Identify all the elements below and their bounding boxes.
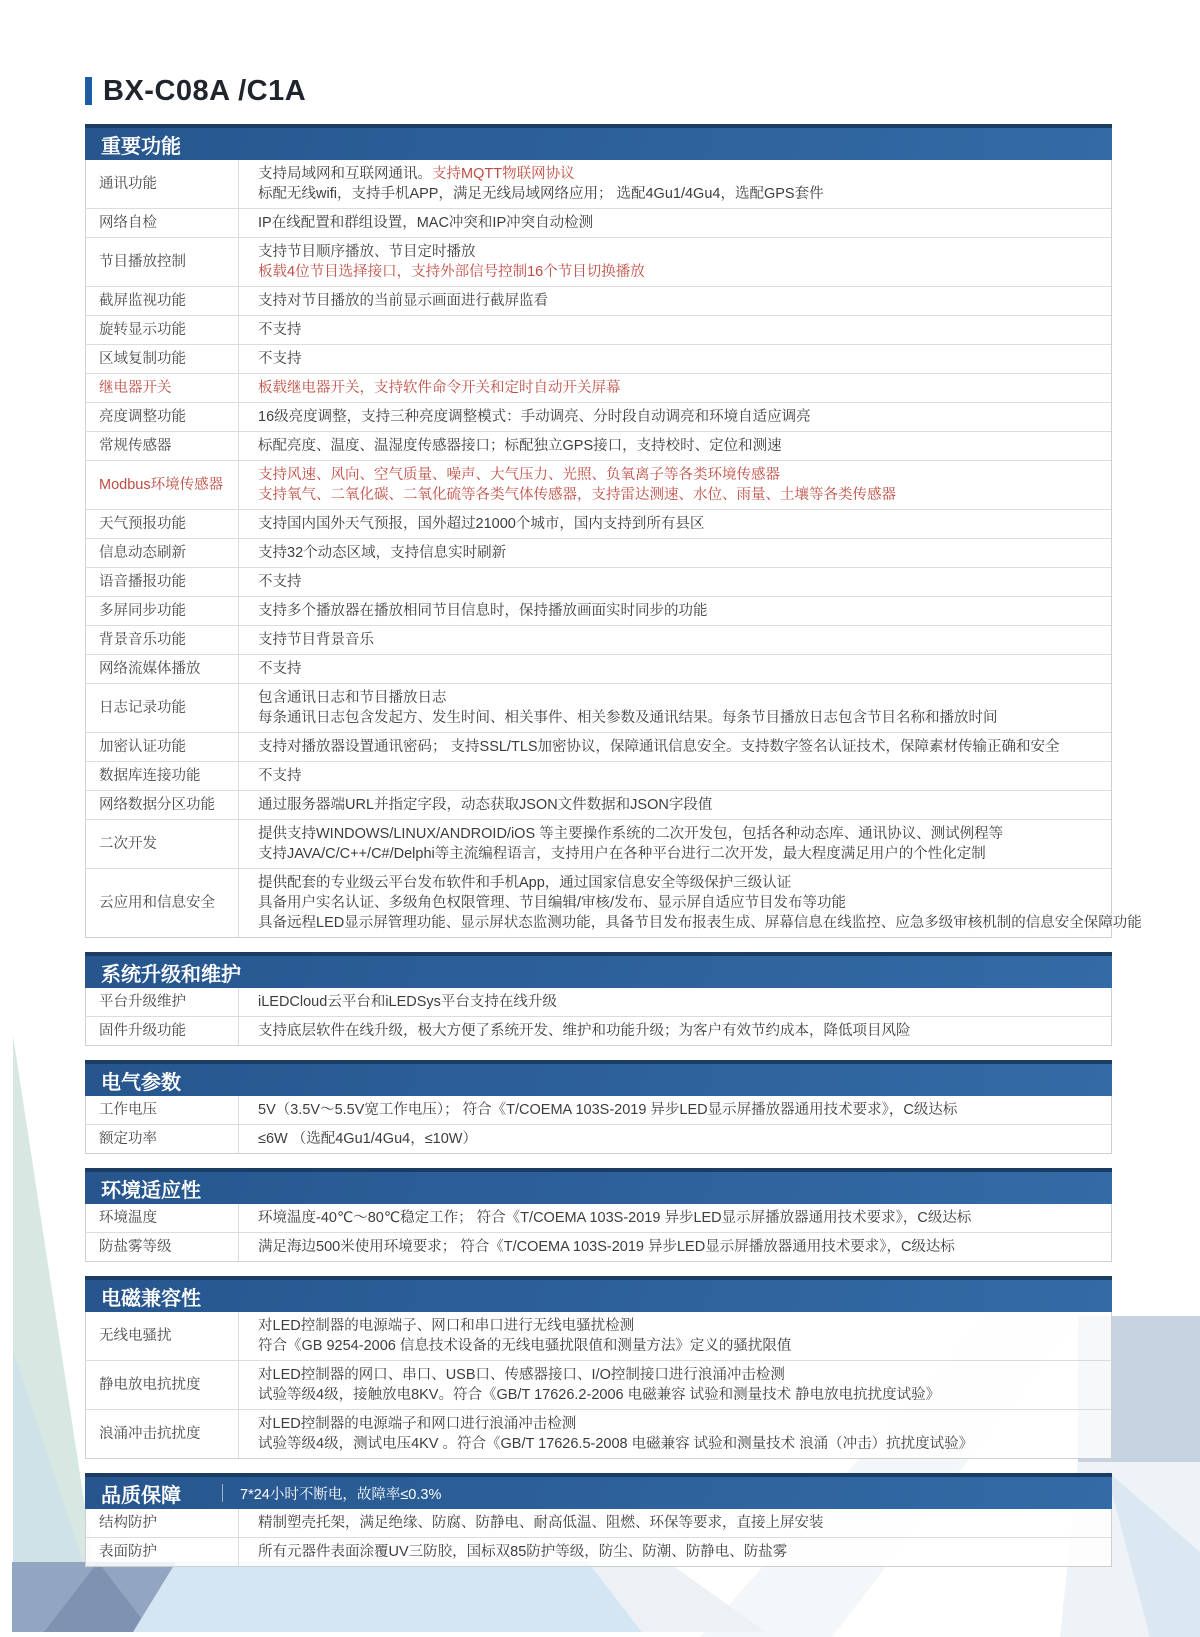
spec-line xyxy=(258,320,1097,340)
spec-value xyxy=(239,1204,1111,1232)
spec-label: 网络流媒体播放 xyxy=(86,655,239,683)
spec-value xyxy=(239,1538,1111,1566)
section-emc xyxy=(85,1276,1112,1459)
spec-value xyxy=(239,1312,1111,1360)
spec-label: 通讯功能 xyxy=(86,160,239,208)
section-title: 电气参数 xyxy=(101,1071,181,1094)
spec-row xyxy=(86,761,1111,790)
spec-table xyxy=(85,1312,1112,1459)
section-tagline: 7*24小时不断电，故障率≤0.3% xyxy=(240,1486,442,1503)
spec-label: 浪涌冲击抗扰度 xyxy=(86,1410,239,1458)
spec-text: 支持节目顺序播放、节目定时播放 xyxy=(258,244,476,260)
spec-value xyxy=(239,1233,1111,1261)
spec-text-highlight: 支持MQTT物联网协议 xyxy=(432,166,575,182)
spec-line xyxy=(258,688,1097,708)
spec-label: 工作电压 xyxy=(86,1096,239,1124)
spec-row xyxy=(86,988,1111,1016)
spec-label: 固件升级功能 xyxy=(86,1017,239,1045)
spec-text: 支持节目背景音乐 xyxy=(258,632,374,648)
spec-label: 无线电骚扰 xyxy=(86,1312,239,1360)
spec-line xyxy=(258,485,1097,505)
spec-table xyxy=(85,160,1142,938)
spec-line xyxy=(258,1336,1097,1356)
spec-label: 常规传感器 xyxy=(86,432,239,460)
spec-line xyxy=(258,1385,1097,1405)
spec-value xyxy=(239,345,1111,373)
spec-line xyxy=(258,407,1097,427)
spec-row xyxy=(86,868,1142,937)
spec-line xyxy=(258,1237,1097,1257)
section-electrical-parameters xyxy=(85,1060,1112,1154)
spec-value xyxy=(239,403,1111,431)
spec-row xyxy=(86,538,1111,567)
spec-line xyxy=(258,659,1097,679)
spec-value xyxy=(239,461,1111,509)
spec-value xyxy=(239,209,1111,237)
spec-value xyxy=(239,791,1111,819)
spec-line xyxy=(258,1434,1097,1454)
spec-line xyxy=(258,349,1097,369)
spec-line xyxy=(258,184,1097,204)
spec-text: 不支持 xyxy=(258,661,302,677)
spec-value xyxy=(239,316,1111,344)
spec-value xyxy=(239,1125,1111,1153)
spec-value xyxy=(239,597,1111,625)
spec-value xyxy=(239,568,1111,596)
spec-line xyxy=(258,213,1097,233)
spec-text: 标配亮度、温度、温湿度传感器接口；标配独立GPS接口，支持校时、定位和测速 xyxy=(258,438,782,454)
spec-value xyxy=(239,374,1111,402)
spec-label: 结构防护 xyxy=(86,1509,239,1537)
spec-line xyxy=(258,913,1142,933)
spec-text: 精制塑壳托架，满足绝缘、防腐、防静电、耐高低温、阻燃、环保等要求，直接上屏安装 xyxy=(258,1515,824,1531)
spec-row xyxy=(86,1204,1111,1232)
spec-text: 支持局域网和互联网通讯。 xyxy=(258,166,432,182)
section-header-quality-assurance xyxy=(85,1473,1112,1509)
spec-row xyxy=(86,509,1111,538)
spec-row xyxy=(86,596,1111,625)
spec-row xyxy=(86,819,1111,868)
spec-label: 环境温度 xyxy=(86,1204,239,1232)
spec-row xyxy=(86,460,1111,509)
spec-text: 包含通讯日志和节目播放日志 xyxy=(258,690,447,706)
spec-row xyxy=(86,1232,1111,1261)
spec-label: 节目播放控制 xyxy=(86,238,239,286)
spec-label: 加密认证功能 xyxy=(86,733,239,761)
spec-text: 不支持 xyxy=(258,322,302,338)
spec-line xyxy=(258,824,1097,844)
section-header-electrical-parameters xyxy=(85,1060,1112,1096)
spec-text: 支持32个动态区域，支持信息实时刷新 xyxy=(258,545,507,561)
page-title: BX-C08A /C1A xyxy=(103,74,307,107)
spec-text: 不支持 xyxy=(258,768,302,784)
section-title: 电磁兼容性 xyxy=(101,1287,201,1310)
spec-text: 支持JAVA/C/C++/C#/Delphi等主流编程语言，支持用户在各种平台进行二次开发，最大程度满足用户的个性化定制 xyxy=(258,846,986,862)
spec-text-highlight: 板载继电器开关，支持软件命令开关和定时自动开关屏幕 xyxy=(258,380,621,396)
spec-text: 满足海边500米使用环境要求； 符合《T/COEMA 103S-2019 异步LED显示屏播放器通用技术要求》，C级达标 xyxy=(258,1239,955,1255)
section-header-emc xyxy=(85,1276,1112,1312)
spec-label: 继电器开关 xyxy=(86,374,239,402)
spec-line xyxy=(258,262,1097,282)
spec-text: 通过服务器端URL并指定字段，动态获取JSON文件数据和JSON字段值 xyxy=(258,797,713,813)
decor-lightblue-trapezoid xyxy=(133,1562,642,1632)
spec-label: 亮度调整功能 xyxy=(86,403,239,431)
section-header-system-upgrade-maintenance xyxy=(85,952,1112,988)
spec-text: 具备远程LED显示屏管理功能、显示屏状态监测功能，具备节目发布报表生成、屏幕信息在线监控、应急多级审核机制的信息安全保障功能 xyxy=(258,915,1142,931)
section-title: 重要功能 xyxy=(101,135,181,158)
spec-text: 对LED控制器的电源端子、网口和串口进行无线电骚扰检测 xyxy=(258,1318,635,1334)
spec-text: 试验等级4级，测试电压4KV 。符合《GB/T 17626.5-2008 电磁兼容 试验和测量技术 浪涌（冲击）抗扰度试验》 xyxy=(258,1436,974,1452)
spec-label: 语音播报功能 xyxy=(86,568,239,596)
spec-label: 网络数据分区功能 xyxy=(86,791,239,819)
spec-row xyxy=(86,1509,1111,1537)
spec-value xyxy=(239,869,1142,937)
spec-value xyxy=(239,539,1111,567)
spec-label: 表面防护 xyxy=(86,1538,239,1566)
spec-value xyxy=(239,655,1111,683)
section-system-upgrade-maintenance xyxy=(85,952,1112,1046)
spec-text: ≤6W （选配4Gu1/4Gu4，≤10W） xyxy=(258,1131,477,1147)
spec-row xyxy=(86,160,1111,208)
spec-text: IP在线配置和群组设置，MAC冲突和IP冲突自动检测 xyxy=(258,215,594,231)
spec-value xyxy=(239,626,1111,654)
spec-line xyxy=(258,1208,1097,1228)
spec-label: 截屏监视功能 xyxy=(86,287,239,315)
spec-row xyxy=(86,315,1111,344)
spec-row xyxy=(86,1016,1111,1045)
spec-value xyxy=(239,762,1111,790)
spec-line xyxy=(258,1021,1097,1041)
spec-value xyxy=(239,1410,1111,1458)
spec-line xyxy=(258,1316,1097,1336)
spec-line xyxy=(258,766,1097,786)
section-title: 品质保障 xyxy=(101,1484,181,1507)
spec-row xyxy=(86,1409,1111,1458)
spec-row xyxy=(86,567,1111,596)
spec-label: 平台升级维护 xyxy=(86,988,239,1016)
spec-line xyxy=(258,737,1097,757)
spec-row xyxy=(86,208,1111,237)
spec-value xyxy=(239,510,1111,538)
spec-text: 不支持 xyxy=(258,351,302,367)
spec-text: 对LED控制器的电源端子和网口进行浪涌冲击检测 xyxy=(258,1416,577,1432)
spec-line xyxy=(258,601,1097,621)
spec-line xyxy=(258,378,1097,398)
spec-text: 每条通讯日志包含发起方、发生时间、相关事件、相关参数及通讯结果。每条节目播放日志包含节目名称和播放时间 xyxy=(258,710,998,726)
spec-text: 支持对播放器设置通讯密码； 支持SSL/TLS加密协议，保障通讯信息安全。支持数字签名认证技术，保障素材传输正确和安全 xyxy=(258,739,1060,755)
spec-value xyxy=(239,238,1111,286)
spec-table xyxy=(85,988,1112,1046)
spec-row xyxy=(86,654,1111,683)
spec-text: 支持国内国外天气预报，国外超过21000个城市，国内支持到所有县区 xyxy=(258,516,705,532)
spec-line xyxy=(258,436,1097,456)
spec-label: 多屏同步功能 xyxy=(86,597,239,625)
spec-label: 额定功率 xyxy=(86,1125,239,1153)
spec-label: 区域复制功能 xyxy=(86,345,239,373)
spec-line xyxy=(258,572,1097,592)
page-title-row xyxy=(85,72,1112,110)
section-header-important-functions xyxy=(85,124,1112,160)
spec-value xyxy=(239,1017,1111,1045)
spec-label: 静电放电抗扰度 xyxy=(86,1361,239,1409)
spec-row xyxy=(86,1537,1111,1566)
spec-value xyxy=(239,287,1111,315)
spec-row xyxy=(86,1312,1111,1360)
spec-text: 支持多个播放器在播放相同节目信息时，保持播放画面实时同步的功能 xyxy=(258,603,708,619)
spec-label: 二次开发 xyxy=(86,820,239,868)
spec-row xyxy=(86,1360,1111,1409)
spec-line xyxy=(258,291,1097,311)
spec-line xyxy=(258,543,1097,563)
spec-label: 日志记录功能 xyxy=(86,684,239,732)
spec-line xyxy=(258,1542,1097,1562)
spec-value xyxy=(239,1096,1111,1124)
spec-line xyxy=(258,1414,1097,1434)
spec-line xyxy=(258,630,1097,650)
spec-row xyxy=(86,732,1111,761)
spec-text: 环境温度-40℃～80℃稳定工作； 符合《T/COEMA 103S-2019 异步LED显示屏播放器通用技术要求》，C级达标 xyxy=(258,1210,972,1226)
spec-text: 支持底层软件在线升级，极大方便了系统开发、维护和功能升级；为客户有效节约成本，降低项目风险 xyxy=(258,1023,911,1039)
spec-row xyxy=(86,286,1111,315)
spec-line xyxy=(258,164,1097,184)
spec-value xyxy=(239,1509,1111,1537)
spec-row xyxy=(86,402,1111,431)
spec-label: 背景音乐功能 xyxy=(86,626,239,654)
spec-line xyxy=(258,1513,1097,1533)
spec-text: iLEDCloud云平台和iLEDSys平台支持在线升级 xyxy=(258,994,557,1010)
spec-text: 具备用户实名认证、多级角色权限管理、节目编辑/审核/发布、显示屏自适应节目发布等功能 xyxy=(258,895,847,911)
spec-value xyxy=(239,160,1111,208)
spec-text-highlight: 板载4位节目选择接口，支持外部信号控制16个节目切换播放 xyxy=(258,264,645,280)
section-quality-assurance xyxy=(85,1473,1112,1567)
spec-row xyxy=(86,344,1111,373)
spec-value xyxy=(239,684,1111,732)
section-header-environmental-adaptability xyxy=(85,1168,1112,1204)
spec-text-highlight: 支持风速、风向、空气质量、噪声、大气压力、光照、负氧离子等各类环境传感器 xyxy=(258,467,780,483)
spec-table xyxy=(85,1096,1112,1154)
spec-text: 提供配套的专业级云平台发布软件和手机App，通过国家信息安全等级保护三级认证 xyxy=(258,875,792,891)
spec-text: 支持对节目播放的当前显示画面进行截屏监看 xyxy=(258,293,548,309)
spec-row xyxy=(86,625,1111,654)
spec-row xyxy=(86,237,1111,286)
spec-line xyxy=(258,242,1097,262)
spec-label: 数据库连接功能 xyxy=(86,762,239,790)
spec-line xyxy=(258,708,1097,728)
spec-label: 天气预报功能 xyxy=(86,510,239,538)
spec-line xyxy=(258,465,1097,485)
section-important-functions xyxy=(85,124,1142,938)
title-accent-bar xyxy=(85,77,92,105)
spec-label: 旋转显示功能 xyxy=(86,316,239,344)
spec-row xyxy=(86,1124,1111,1153)
spec-row xyxy=(86,431,1111,460)
spec-row xyxy=(86,683,1111,732)
spec-value xyxy=(239,988,1111,1016)
spec-text: 16级亮度调整，支持三种亮度调整模式：手动调亮、分时段自动调亮和环境自适应调亮 xyxy=(258,409,811,425)
spec-row xyxy=(86,790,1111,819)
section-environmental-adaptability xyxy=(85,1168,1112,1262)
spec-text: 对LED控制器的网口、串口、USB口、传感器接口、I/O控制接口进行浪涌冲击检测 xyxy=(258,1367,785,1383)
spec-value xyxy=(239,432,1111,460)
spec-text: 所有元器件表面涂覆UV三防胶，国标双85防护等级，防尘、防潮、防静电、防盐雾 xyxy=(258,1544,788,1560)
spec-label: 防盐雾等级 xyxy=(86,1233,239,1261)
section-title: 环境适应性 xyxy=(101,1179,201,1202)
spec-table xyxy=(85,1509,1112,1567)
spec-text: 5V（3.5V～5.5V宽工作电压）； 符合《T/COEMA 103S-2019 异步LED显示屏播放器通用技术要求》，C级达标 xyxy=(258,1102,958,1118)
spec-text: 不支持 xyxy=(258,574,302,590)
spec-text: 符合《GB 9254-2006 信息技术设备的无线电骚扰限值和测量方法》定义的骚扰限值 xyxy=(258,1338,792,1354)
spec-text: 标配无线wifi，支持手机APP，满足无线局域网络应用； 选配4Gu1/4Gu4，选配GPS套件 xyxy=(258,186,824,202)
spec-value xyxy=(239,820,1111,868)
spec-line xyxy=(258,873,1097,893)
spec-line xyxy=(258,795,1097,815)
spec-value xyxy=(239,733,1111,761)
spec-row xyxy=(86,373,1111,402)
section-title: 系统升级和维护 xyxy=(101,963,241,986)
spec-value xyxy=(239,1361,1111,1409)
spec-row xyxy=(86,1096,1111,1124)
spec-text: 试验等级4级，接触放电8KV。符合《GB/T 17626.2-2006 电磁兼容 试验和测量技术 静电放电抗扰度试验》 xyxy=(258,1387,941,1403)
spec-line xyxy=(258,514,1097,534)
spec-text-highlight: 支持氧气、二氧化碳、二氧化硫等各类气体传感器，支持雷达测速、水位、雨量、土壤等各类传感器 xyxy=(258,487,896,503)
spec-line xyxy=(258,1129,1097,1149)
spec-label: 云应用和信息安全 xyxy=(86,869,239,937)
spec-label: Modbus环境传感器 xyxy=(86,461,239,509)
spec-line xyxy=(258,893,1097,913)
spec-sections xyxy=(85,124,1142,1567)
spec-line xyxy=(258,844,1097,864)
spec-label: 网络自检 xyxy=(86,209,239,237)
spec-label: 信息动态刷新 xyxy=(86,539,239,567)
spec-line xyxy=(258,992,1097,1012)
spec-text: 提供支持WINDOWS/LINUX/ANDROID/iOS 等主要操作系统的二次开发包，包括各种动态库、通讯协议、测试例程等 xyxy=(258,826,1004,842)
spec-line xyxy=(258,1365,1097,1385)
spec-line xyxy=(258,1100,1097,1120)
spec-table xyxy=(85,1204,1112,1262)
